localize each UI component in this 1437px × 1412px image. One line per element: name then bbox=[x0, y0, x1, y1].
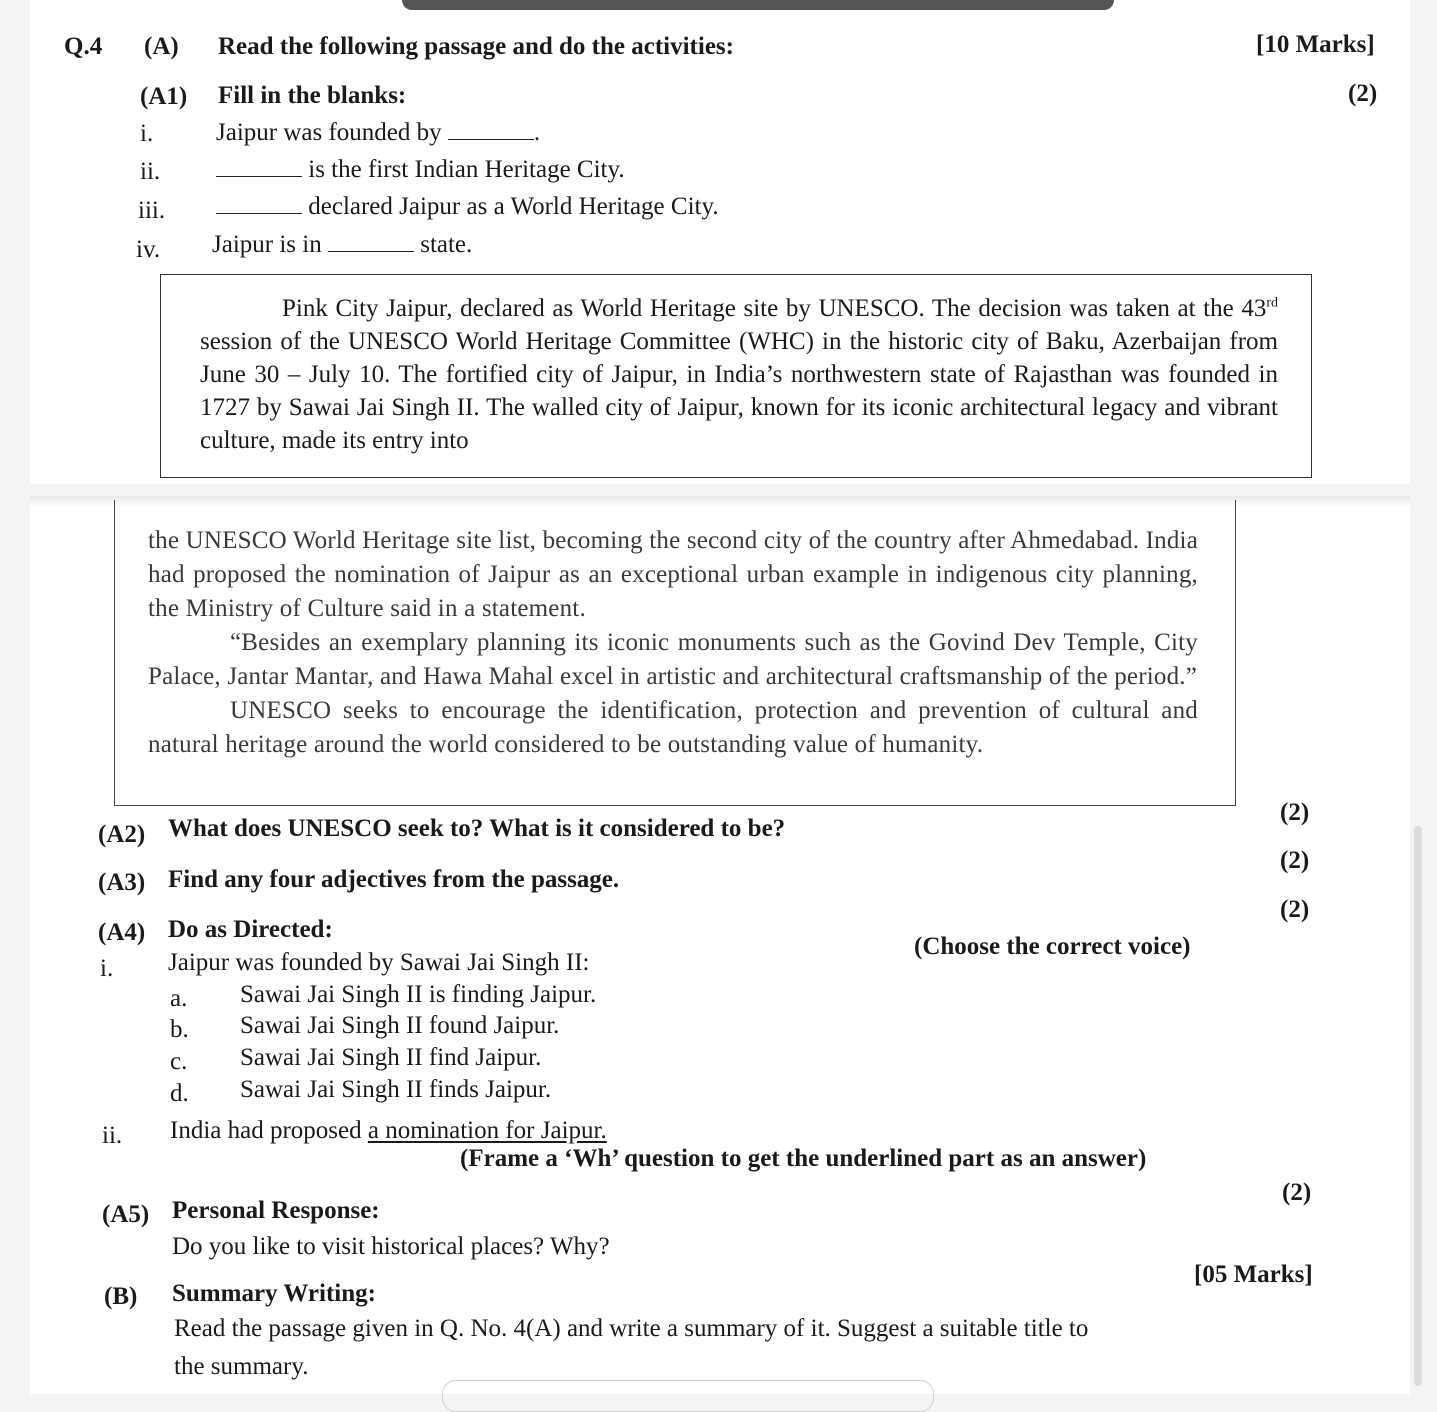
passage-paragraph-4: UNESCO seeks to encourage the identification, protection and prevention of cultural and natural heritage around the world considered to be outstanding value of humanity. bbox=[148, 697, 1198, 758]
blank-item-4 bbox=[212, 230, 472, 260]
a4-q2-text bbox=[170, 1116, 607, 1146]
blank-item-1 bbox=[216, 118, 540, 148]
option-a-text: Sawai Jai Singh II is finding Jaipur. bbox=[240, 981, 597, 1008]
a3-label: (A3) bbox=[98, 869, 146, 896]
blank-item-4-text: Jaipur is in bbox=[212, 231, 322, 258]
blank-item-2-number: ii. bbox=[140, 158, 161, 185]
a2-label: (A2) bbox=[98, 821, 146, 848]
blank-line bbox=[216, 193, 302, 214]
image-top-edge bbox=[402, 0, 1114, 10]
passage-superscript: rd bbox=[1266, 295, 1278, 311]
passage-text-b: session of the UNESCO World Heritage Committee (WHC) in the historic city of Baku, Azerbaijan from June 30 – July 10. The fortified city of Jaipur, in India’s northwestern state of Rajasthan was founded in 1727 by Sawai Jai Singh II. The walled city of Jaipur, known for its iconic architectural legacy and vibrant culture, made its entry into bbox=[200, 328, 1278, 454]
a4-q1-text: Jaipur was founded by Sawai Jai Singh II: bbox=[168, 949, 590, 976]
b-text-line-2: the summary. bbox=[174, 1353, 309, 1380]
a1-marks: (2) bbox=[1348, 80, 1378, 107]
a1-label: (A1) bbox=[140, 83, 188, 110]
blank-line bbox=[448, 119, 534, 140]
b-text-line-1: Read the passage given in Q. No. 4(A) and write a summary of it. Suggest a suitable title to bbox=[174, 1315, 1089, 1342]
a4-marks: (2) bbox=[1280, 896, 1310, 923]
passage-part-1 bbox=[200, 292, 1278, 457]
a4-q1-hint: (Choose the correct voice) bbox=[914, 933, 1191, 960]
b-title: Summary Writing: bbox=[172, 1280, 376, 1307]
a4-q2-prefix: India had proposed bbox=[170, 1117, 368, 1144]
page-top bbox=[30, 0, 1410, 484]
passage-paragraph-2: the UNESCO World Heritage site list, becoming the second city of the country after Ahmedabad. India had proposed the nomination of Jaipur as an exceptional urban example in indigenous city planning, the Ministry of Culture said in a statement. bbox=[148, 527, 1198, 622]
blank-item-2 bbox=[216, 155, 625, 185]
bottom-edge-shape bbox=[442, 1380, 934, 1412]
question-part: (A) bbox=[144, 33, 179, 60]
blank-item-1-number: i. bbox=[140, 120, 154, 147]
a4-q2-hint: (Frame a ‘Wh’ question to get the underlined part as an answer) bbox=[460, 1145, 1147, 1172]
a5-question: Do you like to visit historical places? Why? bbox=[172, 1233, 610, 1260]
passage-paragraph-1 bbox=[200, 292, 1278, 457]
a4-q2-number: ii. bbox=[102, 1122, 123, 1149]
scrollbar[interactable] bbox=[1414, 826, 1422, 1386]
a2-question: What does UNESCO seek to? What is it considered to be? bbox=[168, 815, 786, 842]
passage-text-a: Pink City Jaipur, declared as World Heritage site by UNESCO. The decision was taken at the 43 bbox=[282, 295, 1267, 322]
b-label: (B) bbox=[104, 1283, 138, 1310]
blank-item-3 bbox=[216, 192, 719, 222]
blank-item-3-text: declared Jaipur as a World Heritage City. bbox=[308, 193, 719, 220]
blank-item-3-number: iii. bbox=[138, 197, 166, 224]
option-d-text: Sawai Jai Singh II finds Jaipur. bbox=[240, 1076, 552, 1103]
a4-q1-number: i. bbox=[100, 955, 114, 982]
question-instruction: Read the following passage and do the activities: bbox=[218, 33, 734, 60]
a4-label: (A4) bbox=[98, 919, 146, 946]
option-d-letter: d. bbox=[170, 1080, 189, 1107]
a5-title: Personal Response: bbox=[172, 1197, 380, 1224]
a2-marks: (2) bbox=[1280, 799, 1310, 826]
a1-title: Fill in the blanks: bbox=[218, 82, 407, 109]
page-bottom bbox=[30, 496, 1410, 1394]
blank-item-1-end: . bbox=[533, 119, 541, 146]
option-a-letter: a. bbox=[170, 985, 188, 1012]
a3-question: Find any four adjectives from the passage. bbox=[168, 866, 620, 893]
passage-paragraph-3: “Besides an exemplary planning its iconic monuments such as the Govind Dev Temple, City Palace, Jantar Mantar, and Hawa Mahal excel in artistic and architectural craftsmanship of the period.” bbox=[148, 629, 1198, 690]
passage-part-2 bbox=[148, 524, 1198, 762]
blank-line bbox=[216, 156, 302, 177]
blank-item-4-end: state. bbox=[420, 231, 473, 258]
b-marks: [05 Marks] bbox=[1194, 1261, 1313, 1288]
blank-line bbox=[328, 231, 414, 252]
option-b-letter: b. bbox=[170, 1016, 189, 1043]
question-marks: [10 Marks] bbox=[1256, 31, 1375, 58]
question-number: Q.4 bbox=[64, 33, 103, 60]
a5-label: (A5) bbox=[102, 1201, 150, 1228]
option-b-text: Sawai Jai Singh II found Jaipur. bbox=[240, 1012, 560, 1039]
blank-item-2-text: is the first Indian Heritage City. bbox=[308, 156, 625, 183]
a4-q2-underlined: a nomination for Jaipur. bbox=[367, 1117, 607, 1144]
a5-marks: (2) bbox=[1282, 1179, 1312, 1206]
option-c-text: Sawai Jai Singh II find Jaipur. bbox=[240, 1044, 542, 1071]
blank-item-4-number: iv. bbox=[136, 236, 161, 263]
a4-title: Do as Directed: bbox=[168, 916, 333, 943]
option-c-letter: c. bbox=[170, 1048, 188, 1075]
blank-item-1-text: Jaipur was founded by bbox=[216, 119, 442, 146]
a3-marks: (2) bbox=[1280, 847, 1310, 874]
